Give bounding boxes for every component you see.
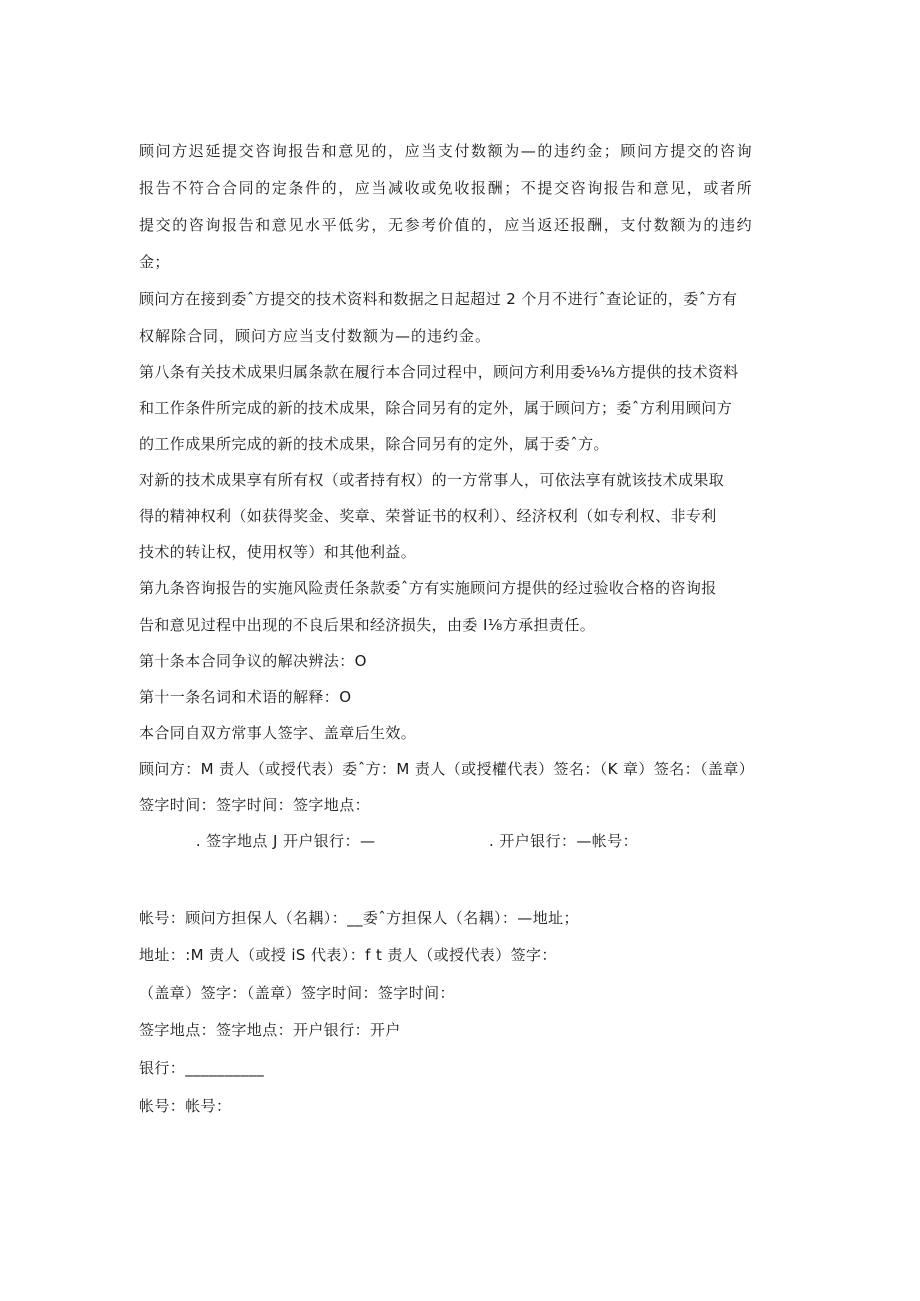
text-line: 帐号：帐号： — [139, 1097, 232, 1115]
text-line: 的工作成果所完成的新的技术成果，除合同另有的定外，属于委ˆ方。 — [139, 435, 609, 453]
text-line: 顾问方：M 责人（或授代表）委ˆ方：M 责人（或授權代表）签名：（K 章）签名：（盖章） — [139, 760, 755, 778]
text-line: 权解除合同，顾问方应当支付数额为—的违约金。 — [139, 327, 492, 345]
text-line: 技术的转让权，使用权等）和其他利益。 — [139, 543, 417, 561]
text-line: 签字地点：签字地点：开户银行：开户 — [139, 1021, 401, 1039]
text-line: 签字时间：签字时间：签字地点： — [139, 796, 371, 814]
text-line: 对新的技术成果享有所有权（或者持有权）的一方常事人，可依法享有就该技术成果取 — [139, 471, 725, 489]
text-line: （盖章）签字：（盖章）签字时间：签字时间： — [139, 984, 455, 1002]
text-line: 和工作条件所完成的新的技术成果，除合同另有的定外，属于顾问方；委ˆ方利用顾问方 — [139, 399, 733, 417]
text-line: 报告不符合合同的定条件的，应当减收或免收报酬；不提交咨询报告和意见，或者所 — [139, 179, 754, 197]
text-line: 告和意见过程中出现的不良后果和经济损失，由委 I⅛方承担责任。 — [139, 616, 596, 634]
text-line: 顾问方在接到委ˆ方提交的技术资料和数据之日起超过 2 个月不进行ˆ查论证的，委ˆ方有 — [139, 290, 738, 308]
text-line: 得的精神权利（如获得奖金、奖章、荣誉证书的权利）、经济权利（如专利权、非专利 — [139, 507, 717, 525]
text-line: 帐号：顾问方担保人（名耦）：__委ˆ方担保人（名耦）：—地址； — [139, 909, 579, 927]
text-line: 金； — [139, 253, 170, 271]
text-line: 本合同自双方常事人签字、盖章后生效。 — [139, 724, 417, 742]
text-line: 顾问方迟延提交咨询报告和意见的，应当支付数额为—的违约金；顾问方提交的咨询 — [139, 142, 754, 160]
text-line: 第十一条名词和术语的解释：O — [139, 688, 352, 706]
text-line: 第九条咨询报告的实施风险责任条款委ˆ方有实施顾问方提供的经过验收合格的咨询报 — [139, 579, 717, 597]
text-line: 银行：__________ — [139, 1059, 265, 1077]
text-line: 第八条有关技术成果归属条款在履行本合同过程中，顾问方利用委⅛⅛方提供的技术资料 — [139, 363, 739, 381]
text-line: 第十条本合同争议的解决辨法：O — [139, 652, 367, 670]
text-line: 地址：:M 责人（或授 iS 代表）：f t 责人（或授代表）签字： — [139, 946, 557, 964]
text-line: 提交的咨询报告和意见水平低劣，无参考价值的，应当返还报酬，支付数额为的违约 — [139, 216, 754, 234]
text-line: . 签字地点 J 开户银行：— . 开户银行：—帐号： — [139, 832, 638, 850]
